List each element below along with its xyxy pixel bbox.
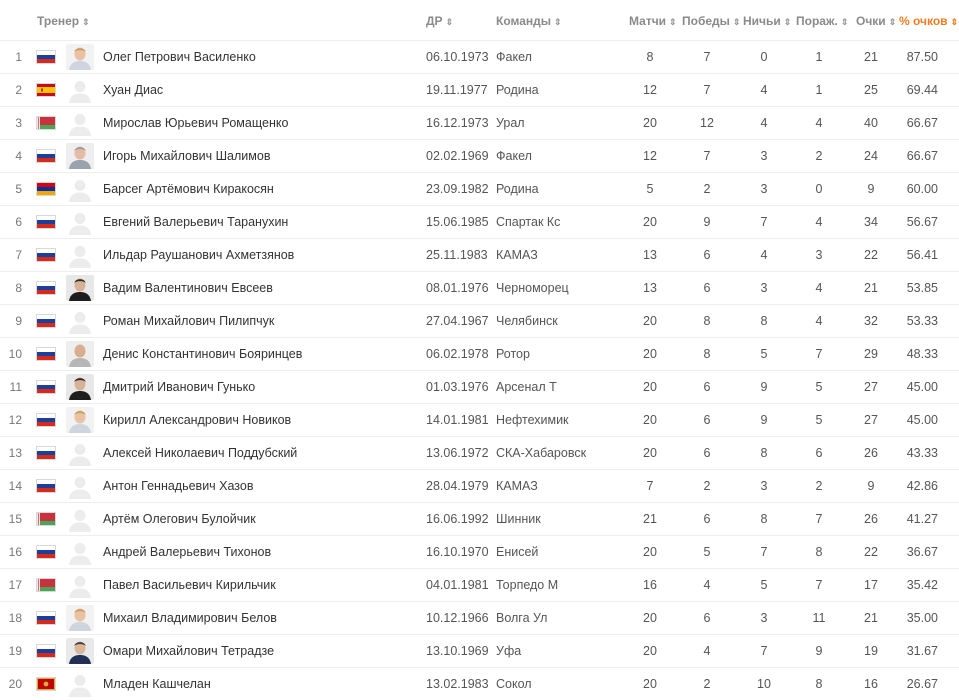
table-row	[0, 568, 959, 601]
birth-date: 16.10.1970	[426, 545, 489, 559]
birth-date: 06.02.1978	[426, 347, 489, 361]
points-count: 22	[864, 248, 878, 262]
rank: 3	[15, 116, 22, 130]
birth-date: 16.12.1973	[426, 116, 489, 130]
draws-count: 10	[757, 677, 771, 691]
table-row	[0, 172, 959, 205]
wins-count: 7	[703, 149, 711, 163]
team-link[interactable]: Енисей	[496, 545, 539, 559]
matches-count: 20	[643, 611, 657, 625]
wins-count: 8	[703, 314, 711, 328]
table-row	[0, 403, 959, 436]
draws-count: 5	[760, 578, 768, 592]
table-row	[0, 238, 959, 271]
matches-count: 20	[643, 677, 657, 691]
rank: 2	[15, 83, 22, 97]
losses-count: 6	[815, 446, 823, 460]
points-count: 22	[864, 545, 878, 559]
coach-name-link[interactable]: Андрей Валерьевич Тихонов	[103, 545, 272, 559]
birth-date: 06.10.1973	[426, 50, 489, 64]
coach-avatar	[66, 176, 94, 202]
draws-count: 4	[760, 83, 768, 97]
table-row	[0, 436, 959, 469]
coach-name-link[interactable]: Омари Михайлович Тетрадзе	[103, 644, 275, 658]
country-flag-icon	[37, 216, 55, 228]
coach-name-link[interactable]: Мирослав Юрьевич Ромащенко	[103, 116, 289, 130]
team-link[interactable]: Факел	[496, 50, 532, 64]
coach-avatar	[66, 209, 94, 235]
points-percent: 43.33	[906, 446, 938, 460]
country-flag-icon	[37, 249, 55, 261]
points-percent: 45.00	[906, 380, 938, 394]
matches-count: 20	[643, 413, 657, 427]
matches-count: 5	[646, 182, 654, 196]
matches-count: 8	[646, 50, 654, 64]
coach-avatar	[66, 473, 94, 499]
table-row	[0, 139, 959, 172]
wins-count: 8	[703, 347, 711, 361]
team-link[interactable]: КАМАЗ	[496, 479, 538, 493]
table-row	[0, 304, 959, 337]
points-count: 32	[864, 314, 878, 328]
sort-icon: ⇕	[888, 17, 897, 27]
country-flag-icon	[37, 51, 55, 63]
points-percent: 53.85	[906, 281, 938, 295]
matches-count: 20	[643, 314, 657, 328]
birth-date: 13.06.1972	[426, 446, 489, 460]
points-count: 9	[867, 479, 875, 493]
sort-draws[interactable]: Ничьи ⇕	[743, 14, 792, 28]
draws-count: 7	[760, 644, 768, 658]
team-link[interactable]: Спартак Кс	[496, 215, 561, 229]
coach-avatar	[66, 77, 94, 103]
wins-count: 2	[703, 182, 711, 196]
points-percent: 36.67	[906, 545, 938, 559]
rank: 12	[8, 413, 22, 427]
sort-icon: ⇕	[950, 17, 959, 27]
wins-count: 2	[703, 479, 711, 493]
draws-count: 7	[760, 545, 768, 559]
team-link[interactable]: Факел	[496, 149, 532, 163]
matches-count: 20	[643, 380, 657, 394]
wins-count: 7	[703, 50, 711, 64]
birth-date: 10.12.1966	[426, 611, 489, 625]
birth-date: 25.11.1983	[426, 248, 488, 262]
matches-count: 16	[643, 578, 657, 592]
sort-icon: ⇕	[840, 17, 849, 27]
points-percent: 48.33	[906, 347, 938, 361]
draws-count: 5	[760, 347, 768, 361]
country-flag-icon	[37, 84, 55, 96]
country-flag-icon	[37, 315, 55, 327]
coach-avatar	[66, 110, 94, 136]
coach-avatar	[66, 242, 94, 268]
points-percent: 35.42	[906, 578, 938, 592]
coach-name-link[interactable]: Михаил Владимирович Белов	[103, 611, 277, 625]
team-link[interactable]: Волга Ул	[496, 611, 548, 625]
coach-avatar	[66, 506, 94, 532]
points-percent: 41.27	[906, 512, 938, 526]
losses-count: 1	[815, 50, 823, 64]
wins-count: 5	[703, 545, 711, 559]
birth-date: 27.04.1967	[426, 314, 489, 328]
points-percent: 66.67	[906, 116, 938, 130]
points-count: 9	[867, 182, 875, 196]
matches-count: 21	[643, 512, 657, 526]
wins-count: 9	[703, 215, 711, 229]
losses-count: 0	[815, 182, 823, 196]
points-percent: 56.67	[906, 215, 938, 229]
points-percent: 69.44	[906, 83, 938, 97]
birth-date: 08.01.1976	[426, 281, 489, 295]
coach-avatar	[66, 143, 94, 169]
coach-name-link[interactable]: Олег Петрович Василенко	[103, 50, 256, 64]
table-row	[0, 271, 959, 304]
losses-count: 2	[815, 479, 823, 493]
rank: 11	[9, 380, 22, 394]
rank: 9	[15, 314, 22, 328]
losses-count: 11	[812, 611, 826, 625]
rank: 14	[8, 479, 22, 493]
points-percent: 56.41	[906, 248, 938, 262]
wins-count: 6	[703, 512, 711, 526]
points-count: 25	[864, 83, 878, 97]
country-flag-icon	[37, 414, 55, 426]
coach-name-link[interactable]: Дмитрий Иванович Гунько	[103, 380, 256, 394]
points-count: 19	[864, 644, 878, 658]
birth-date: 19.11.1977	[426, 83, 488, 97]
rank: 17	[8, 578, 22, 592]
table-row	[0, 205, 959, 238]
coach-name-link[interactable]: Павел Васильевич Кирильчик	[103, 578, 276, 592]
coach-name-link[interactable]: Алексей Николаевич Поддубский	[103, 446, 298, 460]
losses-count: 8	[815, 545, 823, 559]
draws-count: 9	[760, 380, 768, 394]
draws-count: 3	[760, 149, 768, 163]
team-link[interactable]: Родина	[496, 182, 539, 196]
coach-avatar	[66, 539, 94, 565]
draws-count: 7	[760, 215, 768, 229]
wins-count: 6	[703, 281, 711, 295]
points-percent: 66.67	[906, 149, 938, 163]
team-link[interactable]: Урал	[496, 116, 525, 130]
coach-name-link[interactable]: Евгений Валерьевич Таранухин	[103, 215, 289, 229]
coach-name-link[interactable]: Хуан Диас	[103, 83, 164, 97]
birth-date: 28.04.1979	[426, 479, 489, 493]
country-flag-icon	[37, 447, 55, 459]
matches-count: 7	[646, 479, 654, 493]
sort-pct[interactable]: % очков ⇕	[899, 14, 959, 28]
draws-count: 3	[760, 611, 768, 625]
rank: 4	[15, 149, 22, 163]
sort-icon: ⇕	[783, 17, 792, 27]
team-link[interactable]: Родина	[496, 83, 539, 97]
sort-coach[interactable]: Тренер ⇕	[37, 14, 90, 28]
table-row	[0, 469, 959, 502]
points-count: 21	[864, 281, 878, 295]
sort-points[interactable]: Очки ⇕	[856, 14, 897, 28]
points-percent: 31.67	[906, 644, 938, 658]
team-link[interactable]: Челябинск	[496, 314, 558, 328]
team-link[interactable]: Арсенал Т	[496, 380, 557, 394]
losses-count: 8	[815, 677, 823, 691]
losses-count: 7	[815, 347, 823, 361]
points-count: 40	[864, 116, 878, 130]
wins-count: 7	[703, 83, 711, 97]
sort-icon: ⇕	[669, 17, 677, 27]
table-row	[0, 634, 959, 667]
birth-date: 02.02.1969	[426, 149, 489, 163]
draws-count: 4	[760, 116, 768, 130]
table-row	[0, 40, 959, 73]
birth-date: 01.03.1976	[426, 380, 489, 394]
points-percent: 26.67	[906, 677, 938, 691]
losses-count: 5	[815, 380, 823, 394]
rank: 1	[15, 50, 22, 64]
wins-count: 6	[703, 248, 711, 262]
sort-icon: ⇕	[732, 17, 741, 27]
points-percent: 42.86	[906, 479, 938, 493]
rank: 5	[15, 182, 22, 196]
matches-count: 20	[643, 446, 657, 460]
losses-count: 7	[815, 578, 823, 592]
table-row	[0, 370, 959, 403]
country-flag-icon	[37, 117, 55, 129]
rank: 19	[8, 644, 22, 658]
points-percent: 60.00	[906, 182, 938, 196]
draws-count: 0	[760, 50, 768, 64]
birth-date: 15.06.1985	[426, 215, 489, 229]
draws-count: 3	[760, 182, 768, 196]
points-count: 26	[864, 512, 878, 526]
country-flag-icon	[37, 546, 55, 558]
coach-avatar	[66, 44, 94, 70]
coach-avatar	[66, 605, 94, 631]
coach-name-link[interactable]: Ильдар Раушанович Ахметзянов	[103, 248, 295, 262]
points-percent: 87.50	[906, 50, 938, 64]
country-flag-icon	[37, 645, 55, 657]
rank: 6	[15, 215, 22, 229]
matches-count: 20	[643, 215, 657, 229]
wins-count: 4	[703, 644, 711, 658]
losses-count: 1	[815, 83, 823, 97]
coach-avatar	[66, 638, 94, 664]
coach-name-link[interactable]: Денис Константинович Бояринцев	[103, 347, 303, 361]
table-row	[0, 337, 959, 370]
sort-wins[interactable]: Победы ⇕	[682, 14, 741, 28]
team-link[interactable]: Черноморец	[496, 281, 569, 295]
team-link[interactable]: СКА-Хабаровск	[496, 446, 587, 460]
wins-count: 4	[703, 578, 711, 592]
matches-count: 20	[643, 116, 657, 130]
birth-date: 16.06.1992	[426, 512, 489, 526]
country-flag-icon	[37, 282, 55, 294]
country-flag-icon	[37, 513, 55, 525]
coach-name-link[interactable]: Антон Геннадьевич Хазов	[103, 479, 254, 493]
wins-count: 2	[703, 677, 711, 691]
matches-count: 12	[643, 83, 657, 97]
matches-count: 20	[643, 644, 657, 658]
country-flag-icon	[37, 480, 55, 492]
team-link[interactable]: Ротор	[496, 347, 530, 361]
matches-count: 20	[643, 347, 657, 361]
coach-avatar	[66, 440, 94, 466]
points-count: 26	[864, 446, 878, 460]
losses-count: 4	[815, 215, 823, 229]
points-count: 27	[864, 413, 878, 427]
wins-count: 6	[703, 446, 711, 460]
country-flag-icon	[37, 348, 55, 360]
birth-date: 23.09.1982	[426, 182, 489, 196]
losses-count: 4	[815, 281, 823, 295]
coach-name-link[interactable]: Игорь Михайлович Шалимов	[103, 149, 271, 163]
team-link[interactable]: Сокол	[496, 677, 532, 691]
draws-count: 8	[760, 446, 768, 460]
draws-count: 8	[760, 512, 768, 526]
team-link[interactable]: Торпедо М	[496, 578, 559, 592]
sort-matches[interactable]: Матчи ⇕	[629, 14, 677, 28]
country-flag-icon	[37, 612, 55, 624]
country-flag-icon	[37, 183, 55, 195]
birth-date: 14.01.1981	[426, 413, 489, 427]
matches-count: 12	[643, 149, 657, 163]
table-row	[0, 73, 959, 106]
coach-avatar	[66, 374, 94, 400]
wins-count: 12	[700, 116, 714, 130]
sort-icon: ⇕	[554, 17, 562, 27]
draws-count: 3	[760, 281, 768, 295]
table-row	[0, 106, 959, 139]
team-link[interactable]: Уфа	[496, 644, 522, 658]
losses-count: 4	[815, 314, 823, 328]
wins-count: 6	[703, 413, 711, 427]
coach-avatar	[66, 671, 94, 697]
team-link[interactable]: Нефтехимик	[496, 413, 569, 427]
table-header	[0, 0, 959, 40]
coach-name-link[interactable]: Кирилл Александрович Новиков	[103, 413, 292, 427]
table-row	[0, 502, 959, 535]
matches-count: 20	[643, 545, 657, 559]
draws-count: 9	[760, 413, 768, 427]
rank: 18	[8, 611, 22, 625]
points-count: 21	[864, 50, 878, 64]
wins-count: 6	[703, 380, 711, 394]
coach-name-link[interactable]: Роман Михайлович Пилипчук	[103, 314, 275, 328]
team-link[interactable]: КАМАЗ	[496, 248, 538, 262]
losses-count: 9	[815, 644, 823, 658]
losses-count: 5	[815, 413, 823, 427]
points-count: 21	[864, 611, 878, 625]
points-count: 29	[864, 347, 878, 361]
points-count: 27	[864, 380, 878, 394]
country-flag-icon	[37, 678, 55, 690]
birth-date: 04.01.1981	[426, 578, 489, 592]
team-link[interactable]: Шинник	[496, 512, 541, 526]
coach-avatar	[66, 341, 94, 367]
losses-count: 7	[815, 512, 823, 526]
points-percent: 53.33	[906, 314, 938, 328]
rank: 7	[15, 248, 22, 262]
coach-name-link[interactable]: Артём Олегович Булойчик	[103, 512, 256, 526]
points-count: 34	[864, 215, 878, 229]
losses-count: 2	[815, 149, 823, 163]
losses-count: 3	[815, 248, 823, 262]
country-flag-icon	[37, 579, 55, 591]
rank: 10	[8, 347, 22, 361]
country-flag-icon	[37, 381, 55, 393]
coach-avatar	[66, 308, 94, 334]
sort-icon: ⇕	[82, 17, 90, 27]
coach-name-link[interactable]: Младен Кашчелан	[103, 677, 211, 691]
rank: 8	[15, 281, 22, 295]
losses-count: 4	[815, 116, 823, 130]
points-count: 17	[864, 578, 878, 592]
points-percent: 35.00	[906, 611, 938, 625]
sort-dob[interactable]: ДР ⇕	[426, 14, 454, 28]
points-count: 24	[864, 149, 878, 163]
rank: 16	[8, 545, 22, 559]
rank: 20	[8, 677, 22, 691]
table-row	[0, 535, 959, 568]
table-row	[0, 601, 959, 634]
table-row	[0, 667, 959, 700]
birth-date: 13.10.1969	[426, 644, 489, 658]
birth-date: 13.02.1983	[426, 677, 489, 691]
sort-teams[interactable]: Команды ⇕	[496, 14, 562, 28]
table-body	[0, 40, 959, 700]
coach-name-link[interactable]: Барсег Артёмович Киракосян	[103, 182, 274, 196]
points-percent: 45.00	[906, 413, 938, 427]
draws-count: 8	[760, 314, 768, 328]
sort-icon: ⇕	[445, 17, 454, 27]
country-flag-icon	[37, 150, 55, 162]
matches-count: 13	[643, 281, 657, 295]
wins-count: 6	[703, 611, 711, 625]
coach-avatar	[66, 407, 94, 433]
coach-avatar	[66, 572, 94, 598]
rank: 13	[8, 446, 22, 460]
sort-losses[interactable]: Пораж. ⇕	[796, 14, 849, 28]
coach-name-link[interactable]: Вадим Валентинович Евсеев	[103, 281, 273, 295]
matches-count: 13	[643, 248, 657, 262]
draws-count: 3	[760, 479, 768, 493]
draws-count: 4	[760, 248, 768, 262]
coach-avatar	[66, 275, 94, 301]
rank: 15	[8, 512, 22, 526]
points-count: 16	[864, 677, 878, 691]
